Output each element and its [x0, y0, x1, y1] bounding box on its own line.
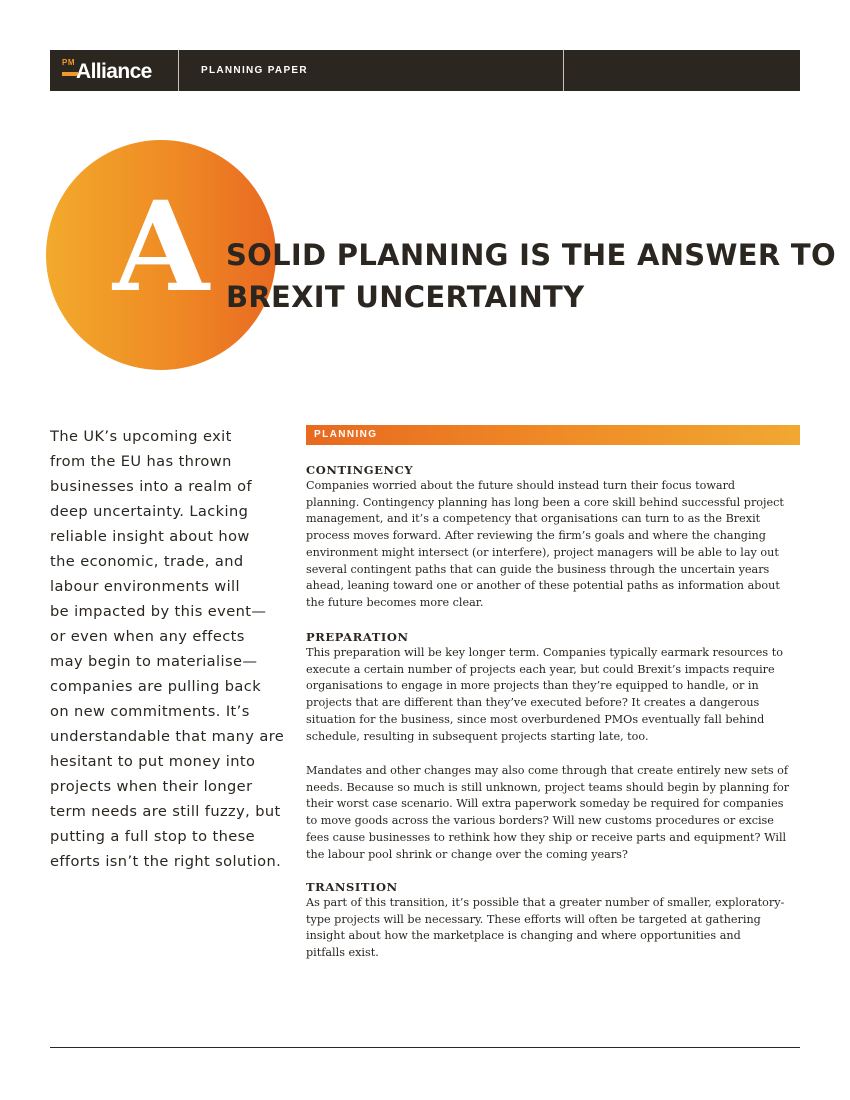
section-transition — [306, 879, 800, 962]
intro-line: the economic, trade, and — [50, 553, 244, 570]
intro-paragraph — [50, 424, 290, 874]
body-line: pitfalls exist. — [306, 946, 379, 960]
body-line: projects that are different than they’ve executed before? It creates a dangerous — [306, 696, 760, 710]
document-type-label: PLANNING PAPER — [201, 65, 308, 76]
logo-prefix: PM — [62, 58, 75, 67]
body-line: management, and it’s a competency that organisations can turn to as the Brexit — [306, 512, 761, 526]
body-line: Companies worried about the future should instead turn their focus toward — [306, 479, 736, 492]
intro-line: The UK’s upcoming exit — [50, 428, 232, 445]
body-line: organisations to engage in more projects than they’re equipped to handle, or in — [306, 679, 759, 693]
body-line: the future becomes more clear. — [306, 595, 484, 609]
header-divider — [563, 50, 564, 91]
intro-line: from the EU has thrown — [50, 453, 232, 470]
section-label-bar — [306, 425, 800, 445]
section-heading: PREPARATION — [306, 630, 409, 644]
body-line: their worst case scenario. Will extra paperwork someday be required for companies — [306, 797, 784, 811]
intro-line: hesitant to put money into — [50, 753, 256, 770]
intro-line: deep uncertainty. Lacking — [50, 503, 249, 520]
title-line: BREXIT UNCERTAINTY — [226, 280, 585, 314]
section-contingency — [306, 462, 800, 612]
intro-line: reliable insight about how — [50, 528, 250, 545]
intro-line: projects when their longer — [50, 778, 253, 795]
intro-line: or even when any effects — [50, 628, 245, 645]
body-line: several contingent paths that can guide the business through the uncertain years — [306, 562, 770, 576]
body-line: Mandates and other changes may also come through that create entirely new sets of — [306, 764, 789, 777]
intro-line: on new commitments. It’s — [50, 703, 250, 720]
intro-line: may begin to materialise— — [50, 653, 258, 670]
header-bar — [50, 50, 800, 91]
body-line: ahead, leaning toward one or another of these potential paths as information about — [306, 579, 780, 593]
body-line: situation for the business, since most overburdened PMOs eventually fall behind — [306, 712, 765, 726]
body-line: fees cause businesses to rethink how they ship or receive parts and equipment? Will — [306, 830, 787, 844]
body-line: As part of this transition, it’s possible that a greater number of smaller, exploratory- — [306, 896, 785, 909]
logo-wordmark: Alliance — [76, 60, 152, 83]
title-line: SOLID PLANNING IS THE ANSWER TO — [226, 238, 836, 272]
intro-line: companies are pulling back — [50, 678, 262, 695]
section-heading: TRANSITION — [306, 880, 398, 894]
body-line: process moves forward. After reviewing the firm’s goals and where the changing — [306, 529, 766, 543]
section-mandates — [306, 763, 800, 863]
section-label: PLANNING — [314, 429, 378, 440]
body-line: execute a certain number of projects each year, but could Brexit’s impacts require — [306, 662, 775, 676]
intro-line: labour environments will — [50, 578, 240, 595]
body-line: planning. Contingency planning has long been a core skill behind successful project — [306, 495, 784, 509]
body-line: environment might intersect (or interfere), project managers will be able to lay out — [306, 545, 779, 559]
body-line: needs. Because so much is still unknown, project teams should begin by planning for — [306, 780, 790, 794]
intro-line: be impacted by this event— — [50, 603, 267, 620]
body-line: schedule, resulting in subsequent projects starting late, too. — [306, 729, 649, 743]
section-heading: CONTINGENCY — [306, 463, 414, 477]
intro-line: putting a full stop to these — [50, 828, 256, 845]
body-line: the labour pool shrink or change over the coming years? — [306, 847, 628, 861]
intro-line: understandable that many are — [50, 728, 285, 745]
pm-alliance-logo — [62, 56, 172, 86]
footer-rule — [50, 1047, 800, 1048]
body-line: This preparation will be key longer term. Companies typically earmark resources to — [306, 646, 783, 659]
page-title — [226, 234, 836, 318]
section-preparation — [306, 629, 800, 745]
body-line: type projects will be necessary. These efforts will often be targeted at gathering — [306, 912, 761, 926]
header-divider — [178, 50, 179, 91]
body-line: insight about how the marketplace is changing and where opportunities and — [306, 929, 741, 943]
body-line: to move goods across the various borders? Will new customs procedures or excise — [306, 814, 774, 828]
title-dropcap: A — [112, 175, 210, 320]
intro-line: efforts isn’t the right solution. — [50, 853, 282, 870]
intro-line: term needs are still fuzzy, but — [50, 803, 281, 820]
intro-line: businesses into a realm of — [50, 478, 252, 495]
